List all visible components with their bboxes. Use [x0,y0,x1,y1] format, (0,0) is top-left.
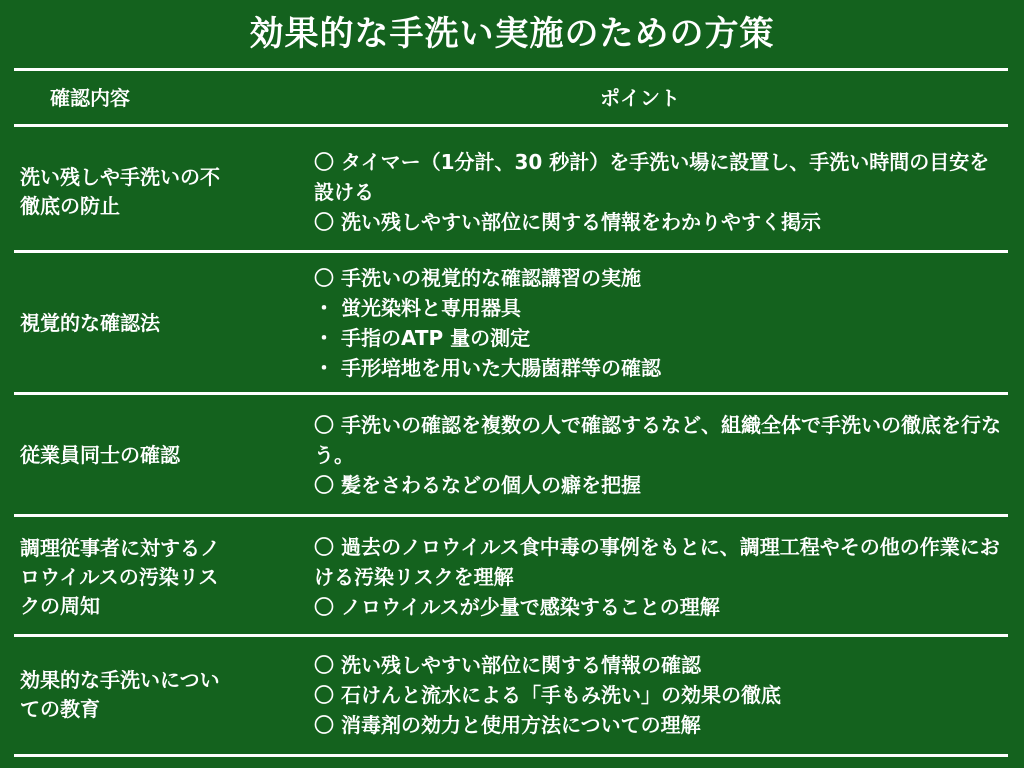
header-bottom-rule [14,124,1008,127]
row-label-text: 洗い残しや手洗いの不徹底の防止 [20,165,220,218]
row-label-visual-check [20,258,290,388]
row-points-peer-check [314,400,1014,510]
row-label-incomplete-prevention [20,140,290,244]
row-label-text: 効果的な手洗いについての教育 [20,668,220,721]
point-item: 〇 髪をさわるなどの個人の癖を把握 [314,473,641,497]
point-item: 〇 洗い残しやすい部位に関する情報の確認 [314,653,701,677]
point-item: 〇 手洗いの確認を複数の人で確認するなど、組織全体で手洗いの徹底を行なう。 [314,413,1001,467]
row-points-education [314,642,1014,748]
point-item: 〇 タイマー（1分計、30 秒計）を手洗い場に設置し、手洗い時間の目安を設ける [314,150,990,204]
point-item: 〇 手洗いの視覚的な確認講習の実施 [314,266,641,290]
point-item: 〇 過去のノロウイルス食中毒の事例をもとに、調理工程やその他の作業における汚染リスクを理解 [314,535,1000,589]
row-divider [14,634,1008,637]
column-header-check-items: 確認内容 [50,86,130,110]
row-divider [14,250,1008,253]
point-item: 〇 石けんと流水による「手もみ洗い」の効果の徹底 [314,683,781,707]
header-top-rule [14,68,1008,71]
point-item: ・ 蛍光染料と専用器具 [314,296,521,320]
row-label-peer-check [20,400,290,510]
table-bottom-rule [14,754,1008,757]
row-divider [14,514,1008,517]
point-item: ・ 手形培地を用いた大腸菌群等の確認 [314,356,661,380]
row-label-education [20,642,290,748]
column-header-points: ポイント [600,86,680,110]
row-label-text: 従業員同士の確認 [20,442,180,467]
point-item: ・ 手指のATP 量の測定 [314,326,531,350]
row-label-text: 視覚的な確認法 [20,310,160,335]
row-divider [14,392,1008,395]
row-points-norovirus-awareness [314,522,1014,632]
row-label-text: 調理従事者に対するノロウイルスの汚染リスクの周知 [20,535,220,618]
page-title: 効果的な手洗い実施のための方策 [249,14,775,54]
point-item: 〇 ノロウイルスが少量で感染することの理解 [314,595,720,619]
row-label-norovirus-awareness [20,522,290,632]
row-points-incomplete-prevention [314,140,1014,244]
row-points-visual-check [314,258,1014,388]
point-item: 〇 消毒剤の効力と使用方法についての理解 [314,713,701,737]
point-item: 〇 洗い残しやすい部位に関する情報をわかりやすく掲示 [314,210,821,234]
